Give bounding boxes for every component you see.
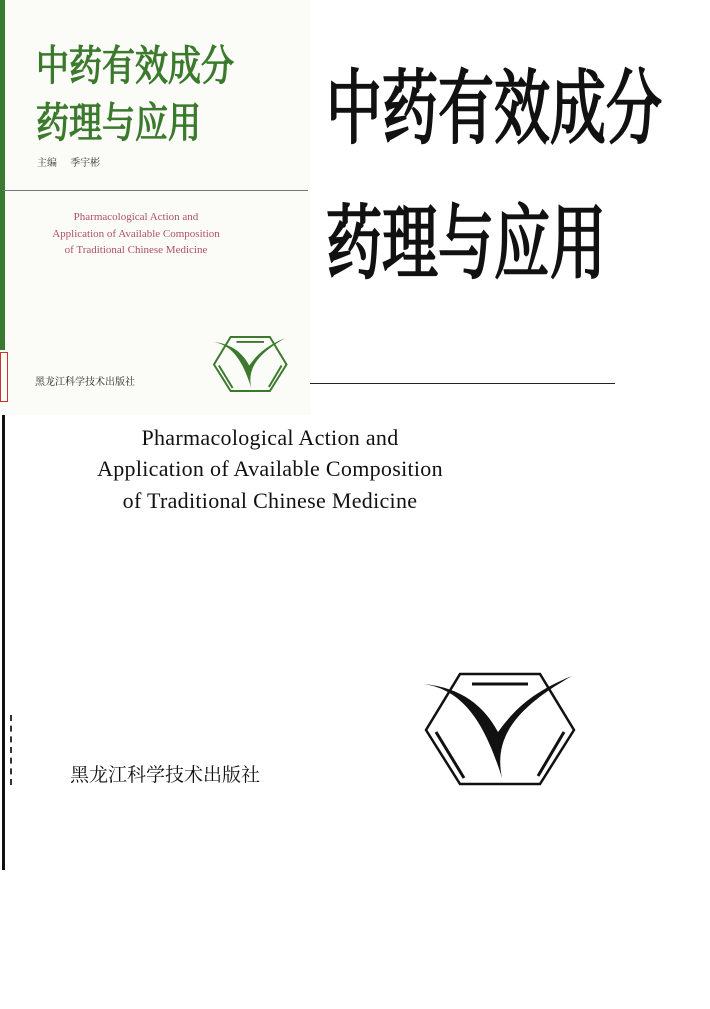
english-title-line3: of Traditional Chinese Medicine bbox=[122, 488, 418, 513]
cover-thumbnail bbox=[0, 0, 310, 415]
editor-label: 主编 bbox=[37, 158, 57, 169]
cover-divider bbox=[2, 190, 308, 191]
cover-english-line2: Application of Available Composition bbox=[52, 228, 220, 240]
editor-name: 季宇彬 bbox=[70, 158, 101, 169]
cover-title-line2: 药理与应用 bbox=[36, 98, 201, 147]
cover-spine-label bbox=[0, 352, 8, 402]
cover-title-line1: 中药有效成分 bbox=[36, 41, 234, 90]
publisher-logo-icon bbox=[422, 670, 577, 788]
english-title-line2: Application of Available Composition bbox=[97, 456, 443, 481]
binding-mark bbox=[0, 715, 12, 785]
publisher-name: 黑龙江科学技术出版社 bbox=[70, 764, 261, 786]
cover-english-line3: of Traditional Chinese Medicine bbox=[64, 244, 208, 256]
binding-edge bbox=[2, 415, 5, 870]
title-page-title-line1: 中药有效成分 bbox=[326, 62, 662, 157]
cover-spine-strip bbox=[0, 0, 5, 350]
cover-logo-icon bbox=[212, 334, 288, 394]
title-divider bbox=[310, 383, 615, 384]
english-title-line1: Pharmacological Action and bbox=[141, 425, 399, 450]
title-page-title-line2: 药理与应用 bbox=[326, 197, 606, 292]
cover-english-line1: Pharmacological Action and bbox=[73, 211, 199, 223]
cover-editor bbox=[37, 158, 110, 170]
cover-publisher: 黑龙江科学技术出版社 bbox=[35, 377, 135, 388]
